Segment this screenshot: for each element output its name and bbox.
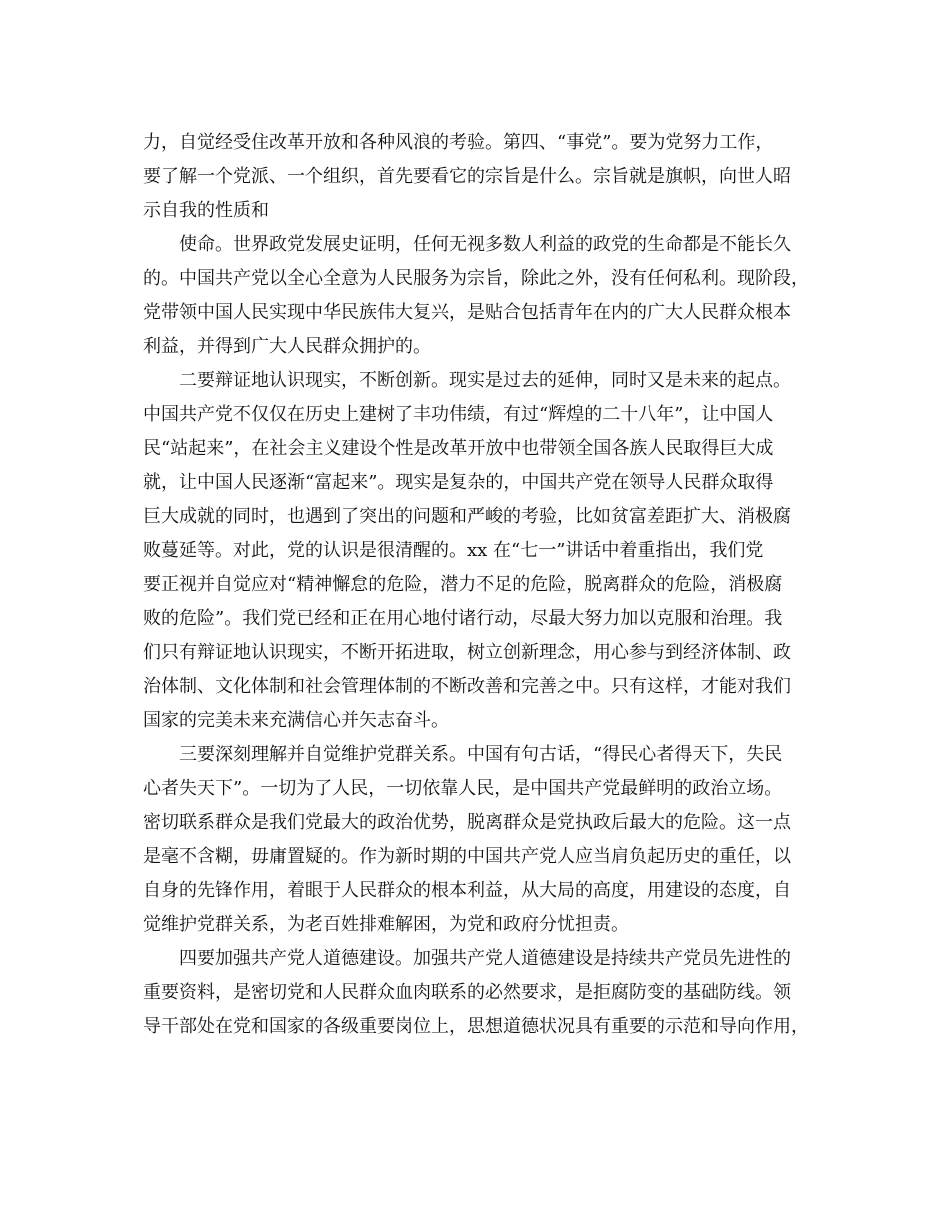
text-line: 败蔓延等。对此，党的认识是很清醒的。xx 在“七一”讲话中着重指出，我们党 bbox=[143, 540, 764, 561]
text-line: 重要资料，是密切党和人民群众血肉联系的必然要求，是拒腐防变的基础防线。领 bbox=[143, 982, 791, 1003]
text-line: 使命。世界政党发展史证明，任何无视多数人利益的政党的生命都是不能长久 bbox=[179, 234, 791, 255]
text-line: 力，自觉经受住改革开放和各种风浪的考验。第四、“事党”。要为党努力工作， bbox=[143, 132, 774, 153]
text-line: 导干部处在党和国家的各级重要岗位上，思想道德状况具有重要的示范和导向作用， bbox=[143, 1016, 809, 1037]
text-line: 心者失天下”。一切为了人民，一切依靠人民，是中国共产党最鲜明的政治立场。 bbox=[143, 778, 783, 799]
text-line: 败的危险”。我们党已经和正在用心地付诸行动，尽最大努力加以克服和治理。我 bbox=[143, 608, 783, 629]
text-line: 们只有辩证地认识现实，不断开拓进取，树立创新理念，用心参与到经济体制、政 bbox=[143, 642, 791, 663]
text-line: 治体制、文化体制和社会管理体制的不断改善和完善之中。只有这样，才能对我们 bbox=[143, 676, 791, 697]
paragraph-1 bbox=[143, 126, 823, 228]
document-body bbox=[143, 126, 823, 1044]
text-line: 民“站起来”，在社会主义建设个性是改革开放中也带领全国各族人民取得巨大成 bbox=[143, 438, 774, 459]
text-line: 巨大成就的同时，也遇到了突出的问题和严峻的考验，比如贫富差距扩大、消极腐 bbox=[143, 506, 791, 527]
paragraph-2 bbox=[143, 228, 823, 364]
text-line: 就，让中国人民逐渐“富起来”。现实是复杂的，中国共产党在领导人民群众取得 bbox=[143, 472, 774, 493]
text-line: 利益，并得到广大人民群众拥护的。 bbox=[143, 336, 431, 357]
text-line: 国家的完美未来充满信心并矢志奋斗。 bbox=[143, 710, 449, 731]
paragraph-4 bbox=[143, 738, 823, 942]
text-line: 要正视并自觉应对“精神懈怠的危险，潜力不足的危险，脱离群众的危险，消极腐 bbox=[143, 574, 783, 595]
text-line: 三要深刻理解并自觉维护党群关系。中国有句古话，“得民心者得天下，失民 bbox=[179, 744, 783, 765]
text-line: 密切联系群众是我们党最大的政治优势，脱离群众是党执政后最大的危险。这一点 bbox=[143, 812, 791, 833]
text-line: 自身的先锋作用，着眼于人民群众的根本利益，从大局的高度，用建设的态度，自 bbox=[143, 880, 791, 901]
text-line: 的。中国共产党以全心全意为人民服务为宗旨，除此之外，没有任何私利。现阶段， bbox=[143, 268, 809, 289]
text-line: 二要辩证地认识现实，不断创新。现实是过去的延伸，同时又是未来的起点。 bbox=[179, 370, 791, 391]
text-line: 四要加强共产党人道德建设。加强共产党人道德建设是持续共产党员先进性的 bbox=[179, 948, 791, 969]
paragraph-3 bbox=[143, 364, 823, 738]
text-line: 要了解一个党派、一个组织，首先要看它的宗旨是什么。宗旨就是旗帜，向世人昭 bbox=[143, 166, 791, 187]
text-line: 示自我的性质和 bbox=[143, 200, 269, 221]
text-line: 觉维护党群关系，为老百姓排难解困，为党和政府分忧担责。 bbox=[143, 914, 629, 935]
text-line: 中国共产党不仅仅在历史上建树了丰功伟绩，有过“辉煌的二十八年”，让中国人 bbox=[143, 404, 774, 425]
text-line: 党带领中国人民实现中华民族伟大复兴，是贴合包括青年在内的广大人民群众根本 bbox=[143, 302, 791, 323]
paragraph-5 bbox=[143, 942, 823, 1044]
text-line: 是毫不含糊，毋庸置疑的。作为新时期的中国共产党人应当肩负起历史的重任，以 bbox=[143, 846, 791, 867]
